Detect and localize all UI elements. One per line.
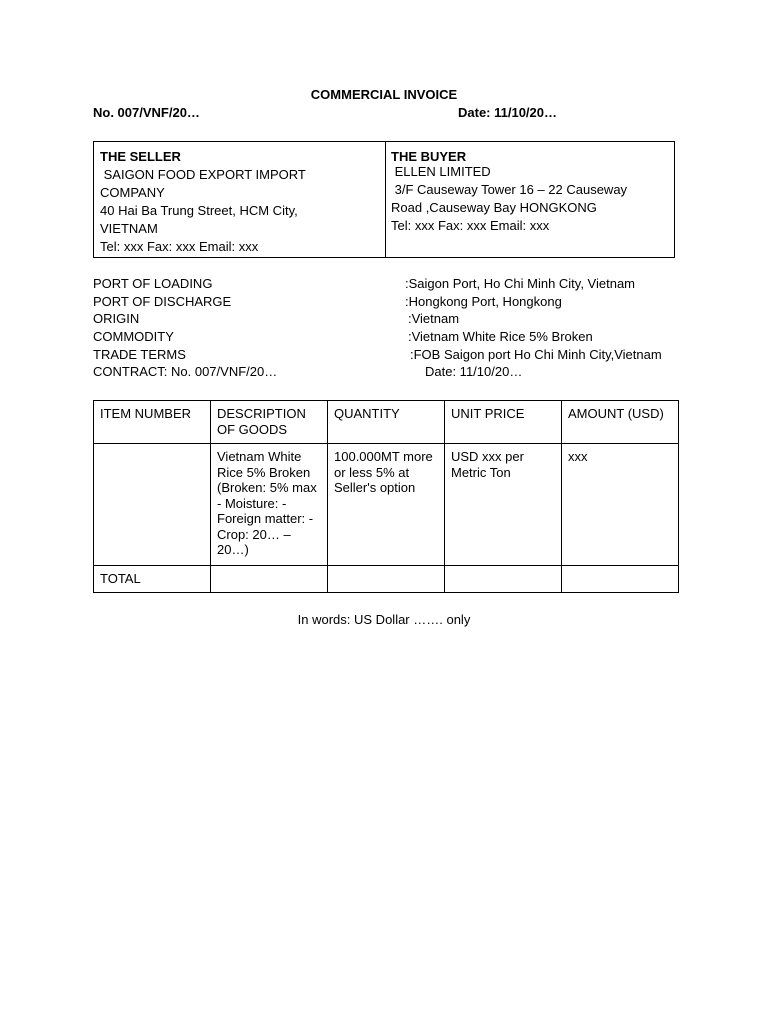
goods-table [93, 400, 679, 593]
total-empty-cell [328, 566, 445, 593]
term-value: :Saigon Port, Ho Chi Minh City, Vietnam [405, 276, 636, 291]
amount-in-words: In words: US Dollar ……. only [297, 612, 471, 627]
buyer-line: 3/F Causeway Tower 16 – 22 Causeway [391, 182, 628, 197]
item-number-cell [94, 444, 211, 566]
parties-divider [385, 142, 386, 257]
term-label: PORT OF DISCHARGE [93, 293, 232, 309]
term-row [93, 328, 693, 346]
term-label: TRADE TERMS [93, 346, 186, 362]
term-value: :Hongkong Port, Hongkong [405, 293, 562, 309]
seller-heading: THE SELLER [100, 149, 181, 164]
header-amount: AMOUNT (USD) [562, 401, 679, 444]
seller-line: COMPANY [100, 185, 165, 200]
header-unit-price: UNIT PRICE [445, 401, 562, 444]
item-description-cell: Vietnam White Rice 5% Broken (Broken: 5% max - Moisture: - Foreign matter: - Crop: 20… – 20…) [211, 444, 328, 566]
term-label: PORT OF LOADING [93, 276, 213, 291]
term-row [93, 310, 693, 328]
header-quantity: QUANTITY [328, 401, 445, 444]
buyer-line: Road ,Causeway Bay HONGKONG [391, 200, 597, 215]
table-header-row [94, 401, 679, 444]
total-row [94, 566, 679, 593]
contract-label: CONTRACT: No. 007/VNF/20… [93, 364, 278, 380]
term-value: :FOB Saigon port Ho Chi Minh City,Vietnam [410, 346, 662, 362]
table-row [94, 444, 679, 566]
invoice-date: Date: 11/10/20… [458, 105, 558, 120]
seller-line: 40 Hai Ba Trung Street, HCM City, [100, 203, 298, 218]
item-unit-price-cell: USD xxx per Metric Ton [445, 444, 562, 566]
invoice-title: COMMERCIAL INVOICE [310, 87, 458, 102]
shipping-terms [93, 275, 693, 381]
term-value: :Vietnam [408, 311, 460, 327]
term-row [93, 346, 693, 364]
seller-line: VIETNAM [100, 221, 158, 236]
buyer-block [391, 148, 673, 235]
seller-block [100, 148, 380, 256]
term-row [93, 363, 693, 381]
total-amount-cell [562, 566, 679, 593]
term-label: COMMODITY [93, 329, 174, 345]
buyer-heading: THE BUYER [391, 149, 467, 164]
seller-line: SAIGON FOOD EXPORT IMPORT [100, 167, 306, 182]
item-quantity-cell: 100.000MT more or less 5% at Seller's option [328, 444, 445, 566]
term-label: ORIGIN [93, 311, 140, 327]
buyer-line: ELLEN LIMITED [391, 164, 491, 179]
invoice-number: No. 007/VNF/20… [93, 105, 200, 120]
item-amount-cell: xxx [562, 444, 679, 566]
parties-box [93, 141, 675, 258]
seller-line: Tel: xxx Fax: xxx Email: xxx [100, 239, 259, 254]
header-item-number: ITEM NUMBER [94, 401, 211, 444]
contract-date: Date: 11/10/20… [425, 364, 523, 380]
term-row [93, 275, 693, 293]
total-empty-cell [445, 566, 562, 593]
header-description: DESCRIPTION OF GOODS [211, 401, 328, 444]
buyer-line: Tel: xxx Fax: xxx Email: xxx [391, 218, 550, 233]
term-row [93, 293, 693, 311]
total-empty-cell [211, 566, 328, 593]
term-value: :Vietnam White Rice 5% Broken [408, 329, 593, 345]
total-label: TOTAL [94, 566, 211, 593]
